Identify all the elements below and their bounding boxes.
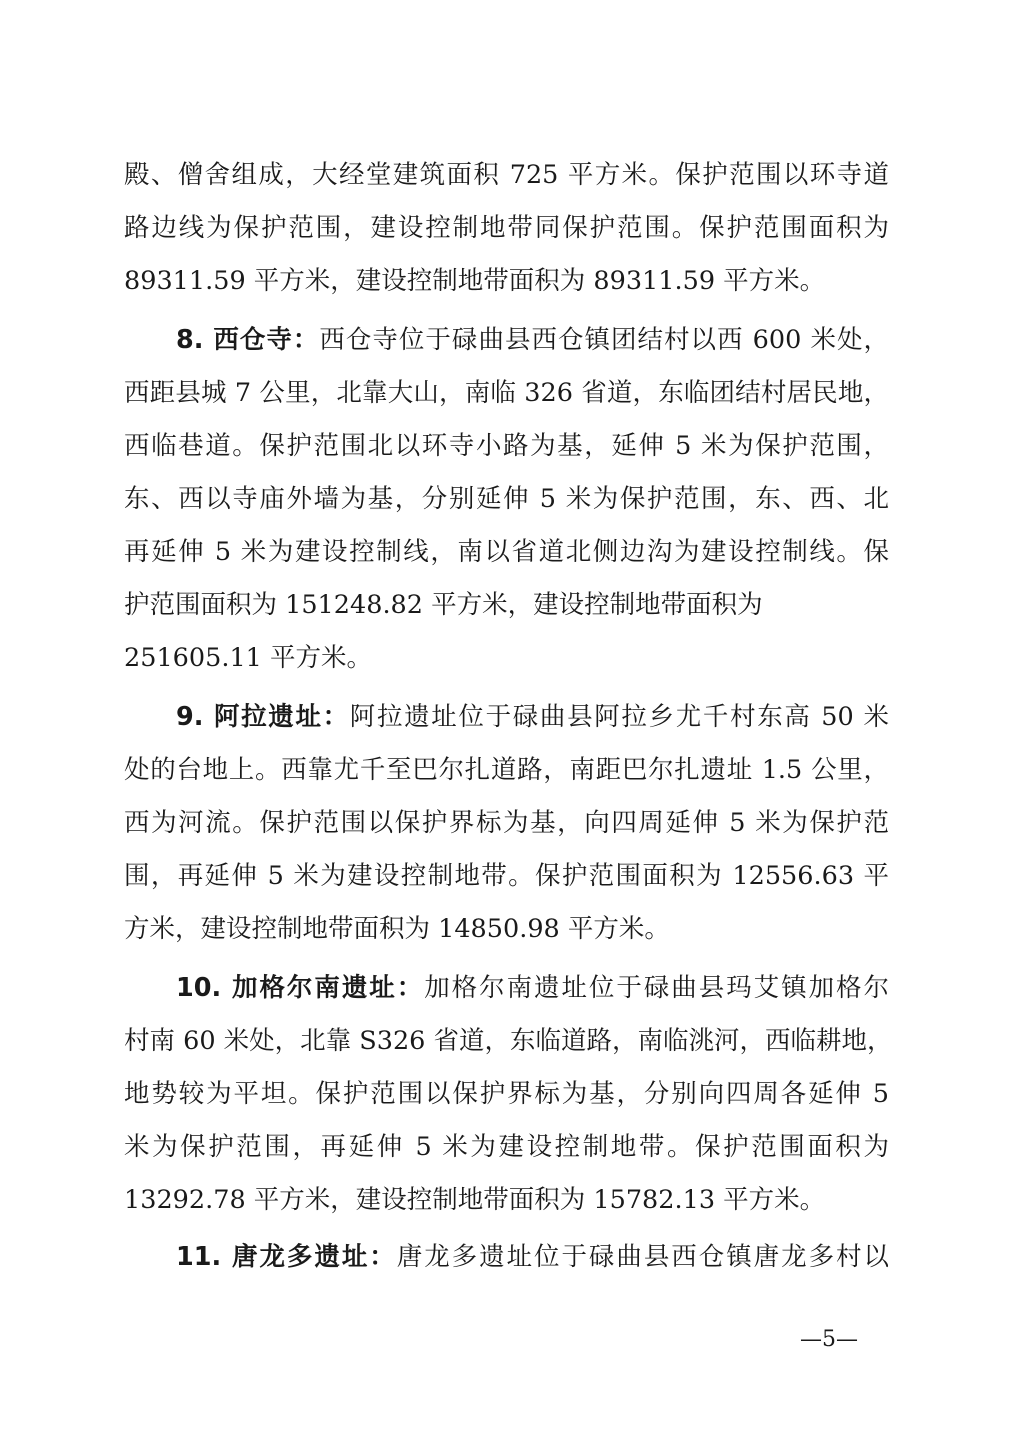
body-line: 再延伸 5 米为建设控制线，南以省道北侧边沟为建设控制线。保 (124, 537, 889, 567)
body-line: 东、西以寺庙外墙为基，分别延伸 5 米为保护范围，东、西、北 (124, 484, 889, 514)
body-line: 米为保护范围，再延伸 5 米为建设控制地带。保护范围面积为 (124, 1132, 889, 1162)
body-line: 村南 60 米处，北靠 S326 省道，东临道路，南临洮河，西临耕地， (124, 1026, 893, 1056)
body-line: 殿、僧舍组成，大经堂建筑面积 725 平方米。保护范围以环寺道 (124, 160, 889, 190)
body-line: 围，再延伸 5 米为建设控制地带。保护范围面积为 12556.63 平 (124, 861, 889, 891)
body-line: 13292.78 平方米，建设控制地带面积为 15782.13 平方米。 (124, 1185, 826, 1215)
section-11-heading: 11. 唐龙多遗址： (176, 1242, 397, 1272)
section-9-first-line (176, 700, 889, 734)
section-11-text: 唐龙多遗址位于碌曲县西仓镇唐龙多村以 (396, 1242, 889, 1272)
section-9-text: 阿拉遗址位于碌曲县阿拉乡尤千村东高 50 米 (349, 702, 889, 732)
body-line: 处的台地上。西靠尤千至巴尔扎道路，南距巴尔扎遗址 1.5 公里， (124, 755, 889, 785)
body-line: 地势较为平坦。保护范围以保护界标为基，分别向四周各延伸 5 (124, 1079, 889, 1109)
body-line: 方米，建设控制地带面积为 14850.98 平方米。 (124, 914, 670, 944)
body-line: 路边线为保护范围，建设控制地带同保护范围。保护范围面积为 (124, 213, 889, 243)
body-line: 西临巷道。保护范围北以环寺小路为基，延伸 5 米为保护范围， (124, 431, 889, 461)
section-10-text: 加格尔南遗址位于碌曲县玛艾镇加格尔 (424, 973, 889, 1003)
body-line: 西为河流。保护范围以保护界标为基，向四周延伸 5 米为保护范 (124, 808, 889, 838)
section-8-text: 西仓寺位于碌曲县西仓镇团结村以西 600 米处， (319, 325, 889, 355)
body-line: 251605.11 平方米。 (124, 643, 373, 673)
body-line: 西距县城 7 公里，北靠大山，南临 326 省道，东临团结村居民地， (124, 378, 889, 408)
page-number: —5— (800, 1327, 858, 1352)
section-9-heading: 9. 阿拉遗址： (176, 702, 350, 732)
section-10-first-line (176, 971, 889, 1005)
section-10-heading: 10. 加格尔南遗址： (176, 973, 425, 1003)
section-11-first-line (176, 1240, 889, 1274)
section-8-heading: 8. 西仓寺： (176, 325, 320, 355)
section-8-first-line (176, 323, 889, 357)
body-line: 89311.59 平方米，建设控制地带面积为 89311.59 平方米。 (124, 266, 826, 296)
body-line: 护范围面积为 151248.82 平方米，建设控制地带面积为 (124, 590, 763, 620)
